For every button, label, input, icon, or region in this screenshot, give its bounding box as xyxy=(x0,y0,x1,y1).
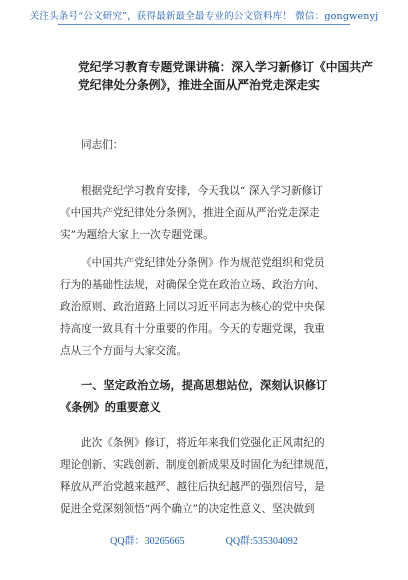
paragraph-line: 根据党纪学习教育安排，今天我以“ 深入学习新修订 xyxy=(81,185,323,197)
paragraph-line: 持高度一致具有十分重要的作用。今天的专题党课，我重 xyxy=(60,323,325,335)
paragraph-line: 理论创新、实践创新、制度创新成果及时固化为纪律规范， xyxy=(60,459,336,471)
heading-line: 《条例》的重要意义 xyxy=(60,400,161,414)
paragraph-line: 此次《条例》修订，将近年来我们党强化正风肃纪的 xyxy=(81,437,325,449)
heading-line: 一、坚定政治立场，提高思想站位，深刻认识修订 xyxy=(81,378,328,392)
paragraph-line: 行为的基础性法规，对确保全党在政治立场、政治方向、 xyxy=(60,279,325,291)
paragraph-line: 《中国共产党纪律处分条例》作为规范党组织和党员 xyxy=(81,257,325,269)
paragraph-line: 《中国共产党纪律处分条例》，推进全面从严治党走深走 xyxy=(60,207,320,219)
salutation xyxy=(60,134,352,156)
intro-paragraph xyxy=(60,180,352,246)
salutation-text: 同志们： xyxy=(81,139,124,151)
context-paragraph xyxy=(60,252,352,362)
paragraph-line: 点从三个方面与大家交流。 xyxy=(60,345,188,357)
paragraph-line: 实”为题给大家上一次专题党课。 xyxy=(60,229,214,241)
footer-qq-group-2: QQ群:535304092 xyxy=(225,536,298,547)
title-line: 党纪律处分条例》，推进全面从严治党走深走实 xyxy=(78,78,320,92)
header-divider xyxy=(58,24,350,25)
paragraph-line: 政治原则、政治道路上同以习近平同志为核心的党中央保 xyxy=(60,301,325,313)
section-paragraph xyxy=(60,432,352,520)
header-banner: 关注头条号“公文研究”，获得最新最全最专业的公文资料库！ 微信：gongwenyj xyxy=(29,11,379,22)
footer-qq-group-1: QQ群：30265665 xyxy=(110,536,185,547)
title-line: 党纪学习教育专题党课讲稿：深入学习新修订《中国共产 xyxy=(78,60,373,74)
paragraph-line: 促进全党深刻领悟“两个确立”的决定性意义、坚决做到 xyxy=(60,503,315,515)
footer xyxy=(0,532,408,547)
paragraph-line: 释放从严治党越来越严、越往后执纪越严的强烈信号，是 xyxy=(60,481,325,493)
document-title xyxy=(78,58,373,94)
section-heading xyxy=(60,374,352,418)
